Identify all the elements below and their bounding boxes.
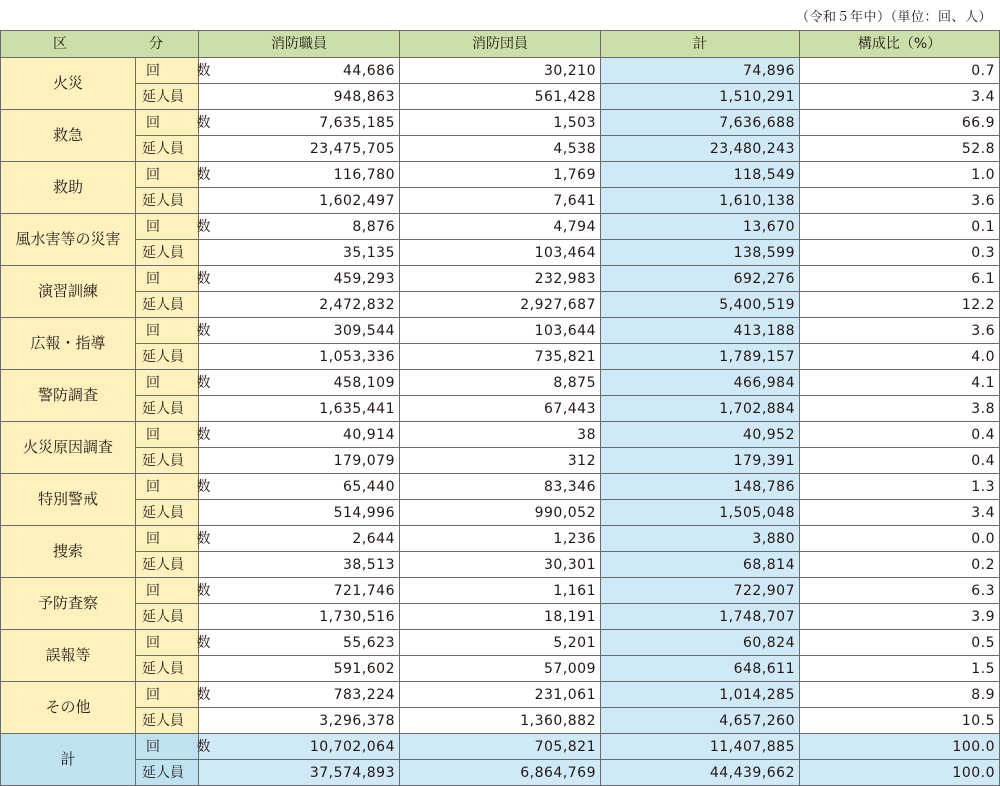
ratio-value: 1.5 xyxy=(800,656,1000,682)
total-value: 138,599 xyxy=(601,240,800,266)
total-value: 148,786 xyxy=(601,474,800,500)
ratio-value: 3.6 xyxy=(800,318,1000,344)
ratio-value: 3.4 xyxy=(800,84,1000,110)
header-row xyxy=(1,31,1000,58)
sub-label-count xyxy=(136,474,227,500)
ratio-value: 100.0 xyxy=(800,760,1000,786)
table-row xyxy=(1,136,1000,162)
sub-label-persons xyxy=(136,188,199,214)
sub-label-count xyxy=(136,214,227,240)
sub-label-persons xyxy=(136,656,199,682)
activity-table xyxy=(0,30,1000,786)
ratio-value: 1.3 xyxy=(800,474,1000,500)
staff-value: 38,513 xyxy=(199,552,400,578)
ratio-value: 0.5 xyxy=(800,630,1000,656)
volunteer-value: 4,794 xyxy=(400,214,601,240)
volunteer-value: 232,983 xyxy=(400,266,601,292)
ratio-value: 1.0 xyxy=(800,162,1000,188)
staff-value: 591,602 xyxy=(199,656,400,682)
table-row xyxy=(1,396,1000,422)
volunteer-value: 705,821 xyxy=(400,734,601,760)
total-value: 3,880 xyxy=(601,526,800,552)
volunteer-value: 30,210 xyxy=(400,58,601,84)
sub-label-count xyxy=(136,110,227,136)
ratio-value: 3.9 xyxy=(800,604,1000,630)
sub-label-count xyxy=(136,318,227,344)
volunteer-value: 1,360,882 xyxy=(400,708,601,734)
volunteer-value: 990,052 xyxy=(400,500,601,526)
ratio-value: 4.1 xyxy=(800,370,1000,396)
ratio-value: 0.0 xyxy=(800,526,1000,552)
staff-value: 35,135 xyxy=(199,240,400,266)
category-cell: 火災 xyxy=(1,58,136,110)
total-value: 1,505,048 xyxy=(601,500,800,526)
volunteer-value: 1,236 xyxy=(400,526,601,552)
total-value: 11,407,885 xyxy=(601,734,800,760)
ratio-value: 6.1 xyxy=(800,266,1000,292)
header-total: 計 xyxy=(601,31,800,58)
staff-value: 1,730,516 xyxy=(199,604,400,630)
total-value: 1,510,291 xyxy=(601,84,800,110)
staff-value: 309,544 xyxy=(199,318,400,344)
ratio-value: 6.3 xyxy=(800,578,1000,604)
sub-label-text: 延人員 xyxy=(142,660,184,677)
total-value: 179,391 xyxy=(601,448,800,474)
unit-note: （令和５年中）（単位：回、人） xyxy=(795,10,992,25)
volunteer-value: 67,443 xyxy=(400,396,601,422)
volunteer-value: 1,503 xyxy=(400,110,601,136)
sub-label-count xyxy=(136,526,227,552)
staff-value: 179,079 xyxy=(199,448,400,474)
total-value: 60,824 xyxy=(601,630,800,656)
table-row xyxy=(1,266,1000,292)
staff-value: 44,686 xyxy=(199,58,400,84)
table-row xyxy=(1,162,1000,188)
category-cell: 救助 xyxy=(1,162,136,214)
staff-value: 10,702,064 xyxy=(199,734,400,760)
sub-label-text: 延人員 xyxy=(142,556,184,573)
sub-label-text: 延人員 xyxy=(142,764,184,781)
sub-label-text: 回 数 xyxy=(146,426,227,443)
sub-label-text: 回 数 xyxy=(146,738,227,755)
header-staff: 消防職員 xyxy=(199,31,400,58)
ratio-value: 0.4 xyxy=(800,422,1000,448)
total-value: 466,984 xyxy=(601,370,800,396)
total-value: 1,610,138 xyxy=(601,188,800,214)
table-row xyxy=(1,656,1000,682)
table-row xyxy=(1,422,1000,448)
table-row xyxy=(1,734,1000,760)
sub-label-text: 回 数 xyxy=(146,166,227,183)
sub-label-count xyxy=(136,266,227,292)
total-value: 118,549 xyxy=(601,162,800,188)
volunteer-value: 57,009 xyxy=(400,656,601,682)
total-value: 1,702,884 xyxy=(601,396,800,422)
volunteer-value: 7,641 xyxy=(400,188,601,214)
sub-label-count xyxy=(136,370,227,396)
sub-label-persons xyxy=(136,708,199,734)
ratio-value: 10.5 xyxy=(800,708,1000,734)
table-row xyxy=(1,84,1000,110)
table-row xyxy=(1,292,1000,318)
header-ratio: 構成比（%） xyxy=(800,31,1000,58)
sub-label-text: 回 数 xyxy=(146,478,227,495)
volunteer-value: 735,821 xyxy=(400,344,601,370)
sub-label-count xyxy=(136,58,227,84)
ratio-value: 8.9 xyxy=(800,682,1000,708)
volunteer-value: 231,061 xyxy=(400,682,601,708)
staff-value: 1,635,441 xyxy=(199,396,400,422)
category-cell: 救急 xyxy=(1,110,136,162)
sub-label-text: 延人員 xyxy=(142,192,184,209)
total-value: 23,480,243 xyxy=(601,136,800,162)
staff-value: 948,863 xyxy=(199,84,400,110)
sub-label-text: 回 数 xyxy=(146,530,227,547)
total-value: 7,636,688 xyxy=(601,110,800,136)
sub-label-text: 回 数 xyxy=(146,270,227,287)
table-body xyxy=(1,58,1000,786)
sub-label-persons xyxy=(136,136,199,162)
total-value: 692,276 xyxy=(601,266,800,292)
sub-label-text: 延人員 xyxy=(142,348,184,365)
table-row xyxy=(1,760,1000,786)
sub-label-persons xyxy=(136,240,199,266)
category-cell: 広報・指導 xyxy=(1,318,136,370)
staff-value: 783,224 xyxy=(199,682,400,708)
sub-label-text: 延人員 xyxy=(142,504,184,521)
category-cell: 演習訓練 xyxy=(1,266,136,318)
table-row xyxy=(1,188,1000,214)
table-row xyxy=(1,58,1000,84)
total-value: 4,657,260 xyxy=(601,708,800,734)
staff-value: 8,876 xyxy=(199,214,400,240)
sub-label-count xyxy=(136,422,227,448)
total-value: 1,014,285 xyxy=(601,682,800,708)
staff-value: 2,472,832 xyxy=(199,292,400,318)
staff-value: 721,746 xyxy=(199,578,400,604)
volunteer-value: 312 xyxy=(400,448,601,474)
staff-value: 23,475,705 xyxy=(199,136,400,162)
sub-label-text: 延人員 xyxy=(142,296,184,313)
sub-label-persons xyxy=(136,344,199,370)
ratio-value: 100.0 xyxy=(800,734,1000,760)
table-row xyxy=(1,474,1000,500)
sub-label-persons xyxy=(136,760,199,786)
sub-label-persons xyxy=(136,448,199,474)
staff-value: 458,109 xyxy=(199,370,400,396)
sub-label-text: 延人員 xyxy=(142,140,184,157)
header-category xyxy=(1,31,199,58)
sub-label-count xyxy=(136,630,227,656)
sub-label-text: 延人員 xyxy=(142,400,184,417)
total-value: 1,789,157 xyxy=(601,344,800,370)
total-value: 722,907 xyxy=(601,578,800,604)
total-value: 44,439,662 xyxy=(601,760,800,786)
table-row xyxy=(1,708,1000,734)
total-value: 13,670 xyxy=(601,214,800,240)
volunteer-value: 1,769 xyxy=(400,162,601,188)
table-row xyxy=(1,448,1000,474)
ratio-value: 0.7 xyxy=(800,58,1000,84)
ratio-value: 3.8 xyxy=(800,396,1000,422)
volunteer-value: 18,191 xyxy=(400,604,601,630)
sub-label-text: 延人員 xyxy=(142,452,184,469)
table-row xyxy=(1,578,1000,604)
sub-label-text: 回 数 xyxy=(146,62,227,79)
sub-label-persons xyxy=(136,292,199,318)
table-row xyxy=(1,682,1000,708)
staff-value: 116,780 xyxy=(199,162,400,188)
table-row xyxy=(1,214,1000,240)
sub-label-count xyxy=(136,734,227,760)
staff-value: 1,602,497 xyxy=(199,188,400,214)
total-value: 648,611 xyxy=(601,656,800,682)
table-row xyxy=(1,500,1000,526)
volunteer-value: 6,864,769 xyxy=(400,760,601,786)
ratio-value: 12.2 xyxy=(800,292,1000,318)
total-value: 74,896 xyxy=(601,58,800,84)
ratio-value: 0.1 xyxy=(800,214,1000,240)
sub-label-count xyxy=(136,682,227,708)
header-category-a: 区 xyxy=(53,36,67,52)
sub-label-persons xyxy=(136,500,199,526)
table-row xyxy=(1,318,1000,344)
sub-label-text: 回 数 xyxy=(146,374,227,391)
ratio-value: 0.4 xyxy=(800,448,1000,474)
sub-label-count xyxy=(136,162,227,188)
sub-label-text: 回 数 xyxy=(146,686,227,703)
table-row xyxy=(1,552,1000,578)
ratio-value: 0.3 xyxy=(800,240,1000,266)
category-cell: 火災原因調査 xyxy=(1,422,136,474)
sub-label-text: 延人員 xyxy=(142,88,184,105)
volunteer-value: 83,346 xyxy=(400,474,601,500)
ratio-value: 3.6 xyxy=(800,188,1000,214)
sub-label-count xyxy=(136,578,227,604)
ratio-value: 52.8 xyxy=(800,136,1000,162)
volunteer-value: 4,538 xyxy=(400,136,601,162)
volunteer-value: 1,161 xyxy=(400,578,601,604)
volunteer-value: 30,301 xyxy=(400,552,601,578)
staff-value: 459,293 xyxy=(199,266,400,292)
sub-label-text: 延人員 xyxy=(142,608,184,625)
category-cell: 誤報等 xyxy=(1,630,136,682)
category-cell: その他 xyxy=(1,682,136,734)
volunteer-value: 103,464 xyxy=(400,240,601,266)
sub-label-persons xyxy=(136,604,199,630)
ratio-value: 4.0 xyxy=(800,344,1000,370)
category-cell: 捜索 xyxy=(1,526,136,578)
sub-label-text: 回 数 xyxy=(146,322,227,339)
table-row xyxy=(1,344,1000,370)
table-row xyxy=(1,240,1000,266)
sub-label-text: 回 数 xyxy=(146,634,227,651)
sub-label-persons xyxy=(136,396,199,422)
total-value: 5,400,519 xyxy=(601,292,800,318)
staff-value: 55,623 xyxy=(199,630,400,656)
ratio-value: 0.2 xyxy=(800,552,1000,578)
sub-label-text: 延人員 xyxy=(142,244,184,261)
staff-value: 514,996 xyxy=(199,500,400,526)
volunteer-value: 103,644 xyxy=(400,318,601,344)
table-row xyxy=(1,604,1000,630)
volunteer-value: 561,428 xyxy=(400,84,601,110)
ratio-value: 66.9 xyxy=(800,110,1000,136)
volunteer-value: 8,875 xyxy=(400,370,601,396)
staff-value: 65,440 xyxy=(199,474,400,500)
table-row xyxy=(1,370,1000,396)
total-value: 1,748,707 xyxy=(601,604,800,630)
category-cell: 警防調査 xyxy=(1,370,136,422)
table-row xyxy=(1,526,1000,552)
category-cell: 風水害等の災害 xyxy=(1,214,136,266)
category-cell: 特別警戒 xyxy=(1,474,136,526)
sub-label-text: 回 数 xyxy=(146,218,227,235)
sub-label-persons xyxy=(136,84,199,110)
sub-label-text: 延人員 xyxy=(142,712,184,729)
table-row xyxy=(1,110,1000,136)
staff-value: 7,635,185 xyxy=(199,110,400,136)
header-volunteers: 消防団員 xyxy=(400,31,601,58)
sub-label-text: 回 数 xyxy=(146,114,227,131)
category-cell: 計 xyxy=(1,734,136,786)
category-cell: 予防査察 xyxy=(1,578,136,630)
staff-value: 40,914 xyxy=(199,422,400,448)
volunteer-value: 38 xyxy=(400,422,601,448)
staff-value: 37,574,893 xyxy=(199,760,400,786)
volunteer-value: 2,927,687 xyxy=(400,292,601,318)
ratio-value: 3.4 xyxy=(800,500,1000,526)
staff-value: 3,296,378 xyxy=(199,708,400,734)
total-value: 68,814 xyxy=(601,552,800,578)
sub-label-persons xyxy=(136,552,199,578)
sub-label-text: 回 数 xyxy=(146,582,227,599)
volunteer-value: 5,201 xyxy=(400,630,601,656)
total-value: 413,188 xyxy=(601,318,800,344)
header-category-b: 分 xyxy=(149,36,163,52)
staff-value: 1,053,336 xyxy=(199,344,400,370)
staff-value: 2,644 xyxy=(199,526,400,552)
table-row xyxy=(1,630,1000,656)
total-value: 40,952 xyxy=(601,422,800,448)
